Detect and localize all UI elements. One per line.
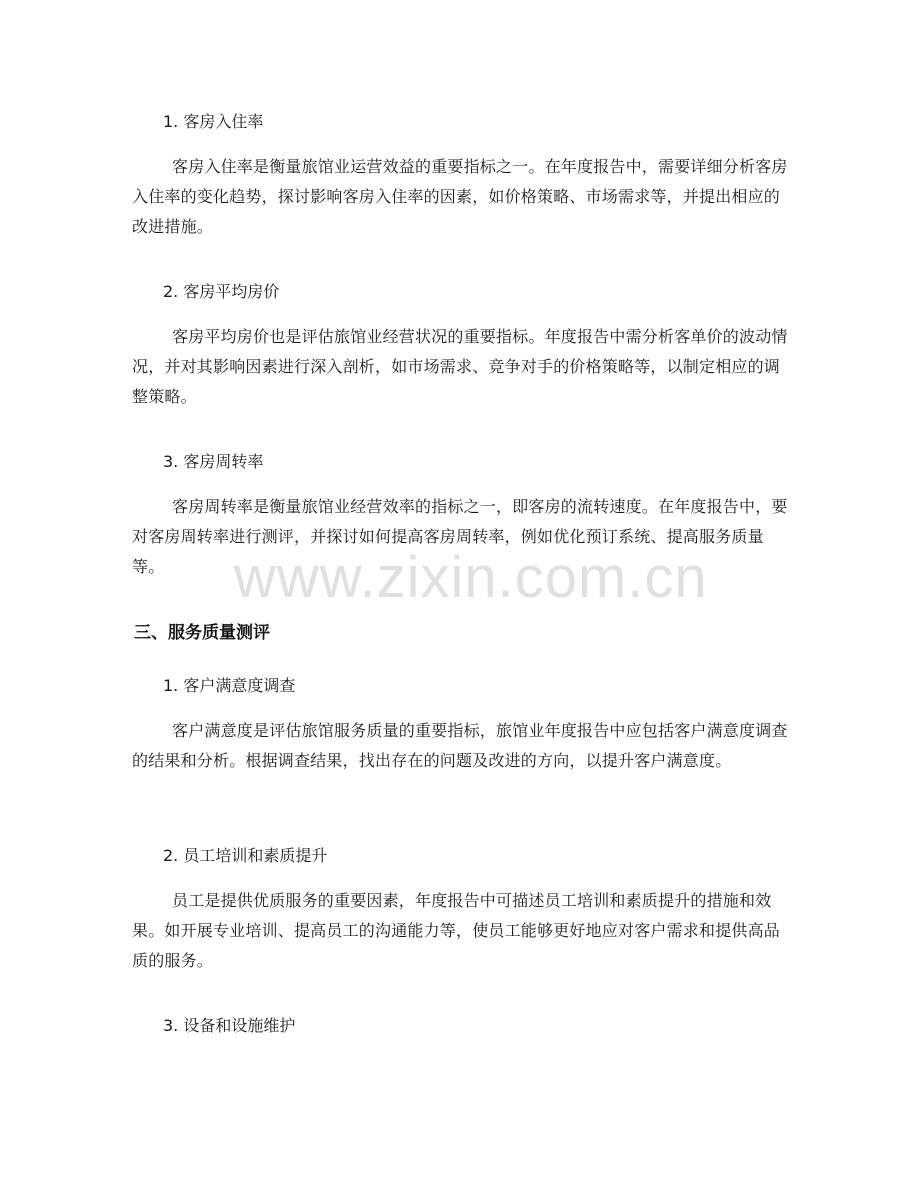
item-heading-occupancy-rate: 1. 客房入住率 — [163, 112, 264, 131]
item-heading-room-turnover: 3. 客房周转率 — [163, 452, 264, 471]
item-heading-average-room-rate: 2. 客房平均房价 — [163, 282, 280, 301]
item-heading-facility-maintenance: 3. 设备和设施维护 — [163, 1016, 296, 1035]
item-heading-customer-satisfaction: 1. 客户满意度调查 — [163, 676, 296, 695]
item-heading-staff-training: 2. 员工培训和素质提升 — [163, 846, 328, 865]
paragraph-customer-satisfaction: 客户满意度是评估旅馆服务质量的重要指标，旅馆业年度报告中应包括客户满意度调查的结果和分析。根据调查结果，找出存在的问题及改进的方向，以提升客户满意度。 — [132, 721, 788, 770]
watermark: www.zixin.com.cn — [234, 545, 708, 610]
section-heading-service-quality: 三、服务质量测评 — [134, 623, 270, 643]
paragraph-staff-training: 员工是提供优质服务的重要因素，年度报告中可描述员工培训和素质提升的措施和效果。如开展专业培训、提高员工的沟通能力等，使员工能够更好地应对客户需求和提供高品质的服务。 — [132, 891, 781, 970]
paragraph-occupancy-rate: 客房入住率是衡量旅馆业运营效益的重要指标之一。在年度报告中，需要详细分析客房入住率的变化趋势，探讨影响客房入住率的因素，如价格策略、市场需求等，并提出相应的改进措施。 — [132, 157, 788, 236]
paragraph-room-turnover: 客房周转率是衡量旅馆业经营效率的指标之一，即客房的流转速度。在年度报告中，要对客房周转率进行测评，并探讨如何提高客房周转率，例如优化预订系统、提高服务质量等。 — [132, 497, 788, 576]
paragraph-average-room-rate: 客房平均房价也是评估旅馆业经营状况的重要指标。年度报告中需分析客单价的波动情况，并对其影响因素进行深入剖析，如市场需求、竞争对手的价格策略等，以制定相应的调整策略。 — [132, 327, 788, 406]
